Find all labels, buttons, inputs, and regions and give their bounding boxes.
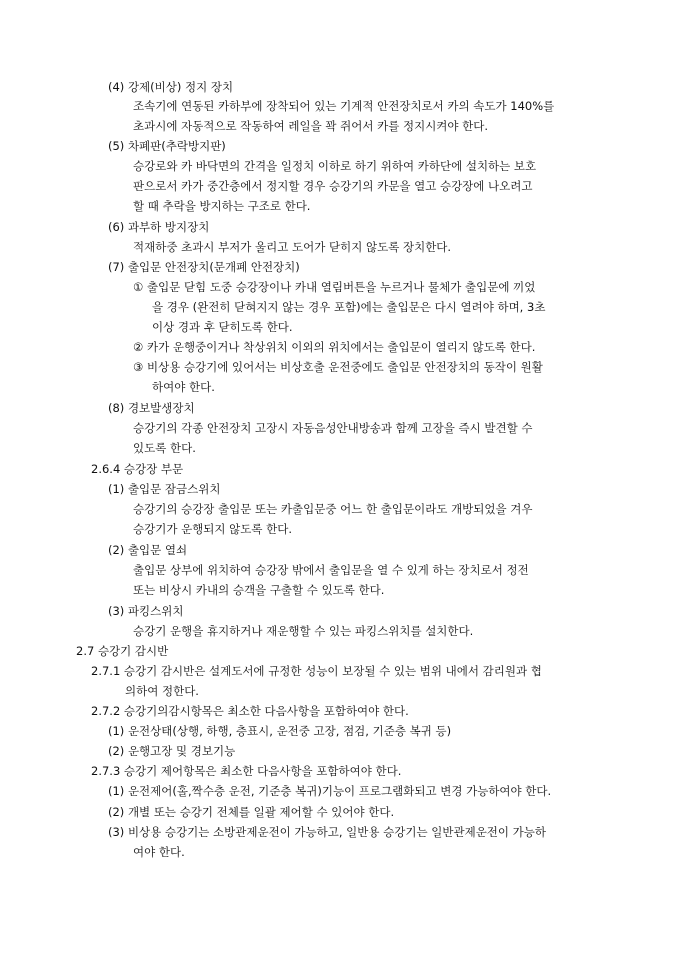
item-body-line: 있도록 한다.	[133, 441, 196, 455]
item-heading: (4) 강제(비상) 정지 장치	[108, 80, 234, 94]
item-body-line: 출입문 상부에 위치하여 승강장 밖에서 출입문을 열 수 있게 하는 장치로서 정전	[133, 563, 529, 577]
item-body-line: 또는 비상시 카내의 승객을 구출할 수 있도록 한다.	[133, 583, 385, 597]
clause-line: 2.7.2 승강기의감시항목은 최소한 다음사항을 포함하여야 한다.	[91, 704, 409, 718]
item-body-line: 여야 한다.	[133, 845, 185, 859]
sub-item-line: ① 출입문 닫힘 도중 승강장이나 카내 열림버튼을 누르거나 물체가 출입문에 끼었	[133, 280, 536, 294]
section-heading: 2.6.4 승강장 부문	[91, 462, 184, 476]
item-heading: (1) 운전제어(홀,짝수층 운전, 기준층 복귀)기능이 프로그램화되고 변경 가능하여야 한다.	[108, 784, 552, 798]
item-heading: (3) 파킹스위치	[108, 604, 184, 618]
clause-line: 2.7.1 승강기 감시반은 설계도서에 규정한 성능이 보장될 수 있는 범위 내에서 감리원과 협	[91, 664, 542, 678]
item-body-line: 승강기의 승강장 출입문 또는 카출입문중 어느 한 출입문이라도 개방되었을 겨우	[133, 502, 533, 516]
item-body-line: 할 때 추락을 방지하는 구조로 한다.	[133, 199, 311, 213]
item-body-line: 승강로와 카 바닥면의 간격을 일정치 이하로 하기 위하여 카하단에 설치하는 보호	[133, 159, 537, 173]
item-heading: (7) 출입문 안전장치(문개폐 안전장치)	[108, 260, 300, 274]
item-body-line: 적재하중 초과시 부저가 울리고 도어가 닫히지 않도록 장치한다.	[133, 240, 452, 254]
sub-item-line: 이상 경과 후 닫히도록 한다.	[152, 320, 293, 334]
item-heading: (2) 출입문 열쇠	[108, 543, 188, 557]
item-body-line: 조속기에 연동된 카하부에 장착되어 있는 기계적 안전장치로서 카의 속도가 140%를	[133, 99, 555, 113]
item-heading: (8) 경보발생장치	[108, 401, 195, 415]
clause-line: 2.7.3 승강기 제어항목은 최소한 다음사항을 포함하여야 한다.	[91, 764, 402, 778]
item-heading: (2) 개별 또는 승강기 전체를 일괄 제어할 수 있어야 한다.	[108, 805, 395, 819]
item-heading: (3) 비상용 승강기는 소방관제운전이 가능하고, 일반용 승강기는 일반관제운전이 가능하	[108, 825, 547, 839]
sub-item-line: 을 경우 (완전히 닫혀지지 않는 경우 포함)에는 출입문은 다시 열려야 하며, 3초	[152, 300, 546, 314]
sub-item-line: ③ 비상용 승강기에 있어서는 비상호출 운전중에도 출입문 안전장치의 동작이 원활	[133, 360, 543, 374]
item-heading: (1) 출입문 잠금스위치	[108, 482, 221, 496]
item-body-line: 승강기의 각종 안전장치 고장시 자동음성안내방송과 함께 고장을 즉시 발견할 수	[133, 421, 533, 435]
item-heading: (2) 운행고장 및 경보기능	[108, 744, 236, 758]
clause-line: 의하여 정한다.	[125, 684, 199, 698]
item-body-line: 초과시에 자동적으로 작동하여 레일을 꽉 쥐어서 카를 정지시켜야 한다.	[133, 119, 489, 133]
item-heading: (5) 차폐판(추락방지판)	[108, 139, 226, 153]
sub-item-line: 하여야 한다.	[152, 380, 215, 394]
item-body-line: 승강기가 운행되지 않도록 한다.	[133, 522, 293, 536]
item-body-line: 판으로서 카가 중간층에서 정지할 경우 승강기의 카문을 열고 승강장에 나오려고	[133, 179, 533, 193]
item-heading: (6) 과부하 방지장치	[108, 220, 210, 234]
item-body-line: 승강기 운행을 휴지하거나 재운행할 수 있는 파킹스위치를 설치한다.	[133, 624, 474, 638]
chapter-heading: 2.7 승강기 감시반	[76, 644, 169, 658]
sub-item-line: ② 카가 운행중이거나 착상위치 이외의 위치에서는 출입문이 열리지 않도록 한다.	[133, 340, 536, 354]
item-heading: (1) 운전상태(상행, 하행, 층표시, 운전중 고장, 점검, 기준층 복귀 등)	[108, 724, 452, 738]
